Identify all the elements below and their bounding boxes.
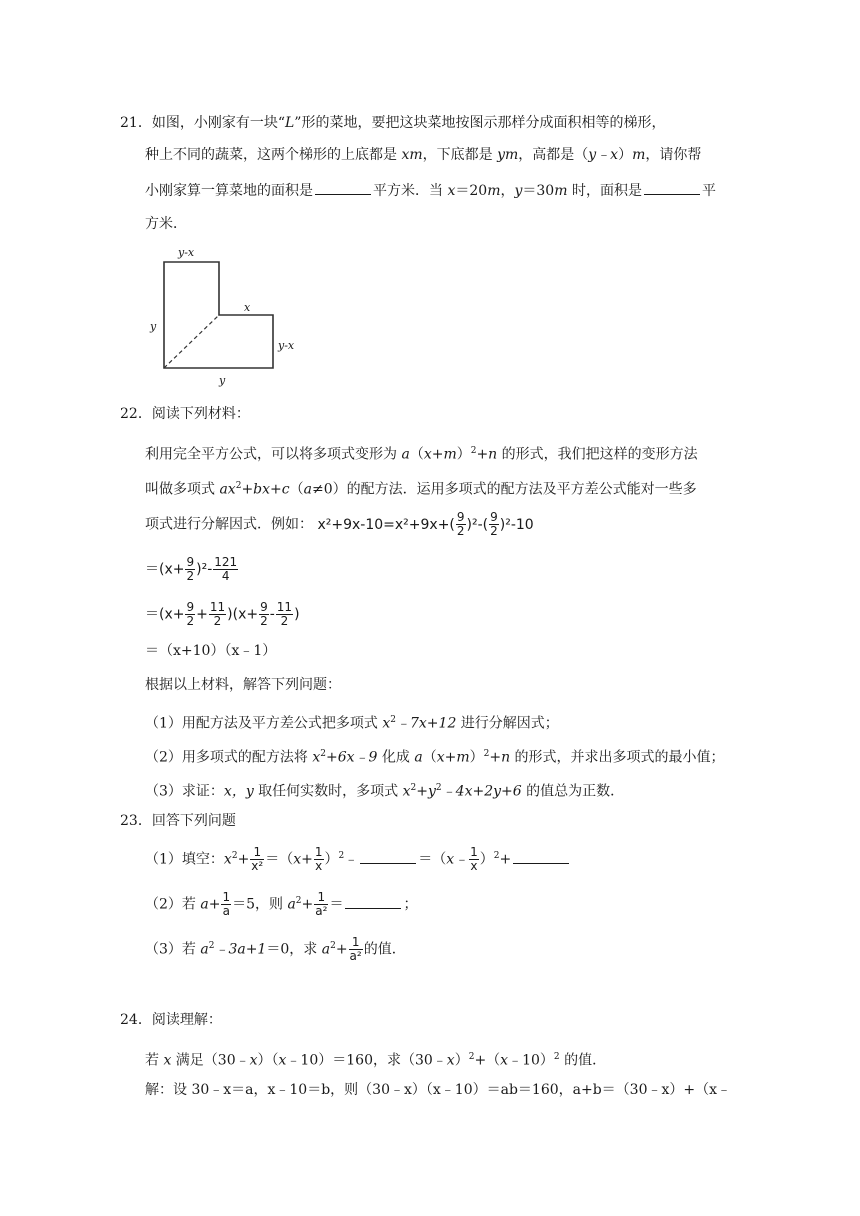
q23-sub1: （1）填空：$x^2+$ $\frac{1}{\text{x²}}$ ＝（x+ $\frac{1}{x}$ ）$^2$﹣ ＝（x﹣ $\frac{1}{x}$ ）$^2$+ (145, 846, 571, 873)
q21-number: 21． (120, 115, 152, 131)
answer-blank (360, 849, 416, 864)
q23-sub3: （3）若 $a^2﹣3a+1=0$，求 $a^2+$ $\frac{1}{\text{a²}}$ 的值． (145, 935, 406, 964)
q24-number: 24． (120, 1012, 152, 1028)
q24-line1: 若 x 满足（30﹣x）（x﹣10）＝160，求（30﹣x）$^2$+（x﹣10）$^2$ 的值． (145, 1052, 607, 1069)
label-mid: x (244, 301, 251, 314)
answer-blank (315, 180, 371, 195)
q21-line2: 种上不同的蔬菜，这两个梯形的上底都是 xm，下底都是 ym，高都是（y﹣x）m，请你帮 (145, 147, 702, 163)
q22-para1: 利用完全平方公式，可以将多项式变形为 $a(x+m)^2+n$ 的形式，我们把这样的变形方法 (145, 446, 698, 463)
q22-intro: 根据以上材料，解答下列问题： (145, 677, 341, 693)
q22-para3: 项式进行分解因式．例如： x²+9x-10=x²+9x+( $\frac{9}{2}$ )²-( $\frac{9}{2}$ )²-10 (145, 510, 534, 538)
q22-para2: 叫做多项式 $ax^2+bx+c(a\ne 0)$的配方法．运用多项式的配方法及平方差公式能对一些多 (145, 481, 697, 498)
example-equation-2: ＝(x+ $\frac{9}{2}$ )²- $\frac{121}{4}$ (145, 555, 238, 583)
l-shape-figure (140, 240, 320, 390)
example-equation-1: x²+9x-10=x²+9x+( $\frac{9}{2}$ )²-( $\frac{9}{2}$ )²-10 (317, 510, 534, 538)
label-right: y-x (278, 339, 295, 352)
q22-sub2: （2）用多项式的配方法将 $x^2+6x﹣9$ 化成 $a(x+m)^2+n$ 的形式，并求出多项式的最小值； (145, 749, 725, 766)
q23-sub2: （2）若 a+ $\frac{1}{a}$ ＝5，则 $a^2+$ $\frac{1}{\text{a²}}$ ＝ ； (145, 890, 418, 919)
answer-blank (345, 894, 401, 909)
q24-title: 24．阅读理解： (120, 1012, 222, 1028)
q22-number: 22． (120, 406, 152, 422)
example-equation-3: ＝(x+ $\frac{9}{2}$ + $\frac{11}{2}$ )(x+ $\frac{9}{2}$ - $\frac{11}{2}$ ) (145, 600, 300, 628)
q21-line3: 小刚家算一算菜地的面积是 平方米．当 x＝20m，y＝30m 时，面积是 平 (145, 180, 716, 201)
label-left: y (150, 320, 157, 333)
q21-line4: 方米． (145, 216, 187, 232)
q23-number: 23． (120, 813, 152, 829)
label-bottom: y (219, 374, 226, 387)
q21-text: 21．如图，小刚家有一块“L”形的菜地，要把这块菜地按图示那样分成面积相等的梯形， (120, 115, 666, 131)
label-top: y-x (178, 246, 195, 259)
answer-blank (644, 180, 700, 195)
example-equation-4: ＝（x+10）（x﹣1） (145, 643, 277, 659)
q22-sub3: （3）求证：x，y 取任何实数时，多项式 $x^2+y^2﹣4x+2y+6$ 的值总为正数． (145, 783, 625, 800)
q24-line2: 解：设 30﹣x＝a，x﹣10＝b，则（30﹣x）（x﹣10）＝ab＝160，a+b＝（30﹣x）+（x﹣ (145, 1082, 732, 1098)
answer-blank (513, 849, 569, 864)
q23-title: 23．回答下列问题 (120, 813, 236, 829)
q22-sub1: （1）用配方法及平方差公式把多项式 $x^2﹣7x+12$ 进行分解因式； (145, 715, 559, 732)
q22-title: 22．阅读下列材料： (120, 406, 250, 422)
dashed-diagonal (164, 315, 219, 368)
